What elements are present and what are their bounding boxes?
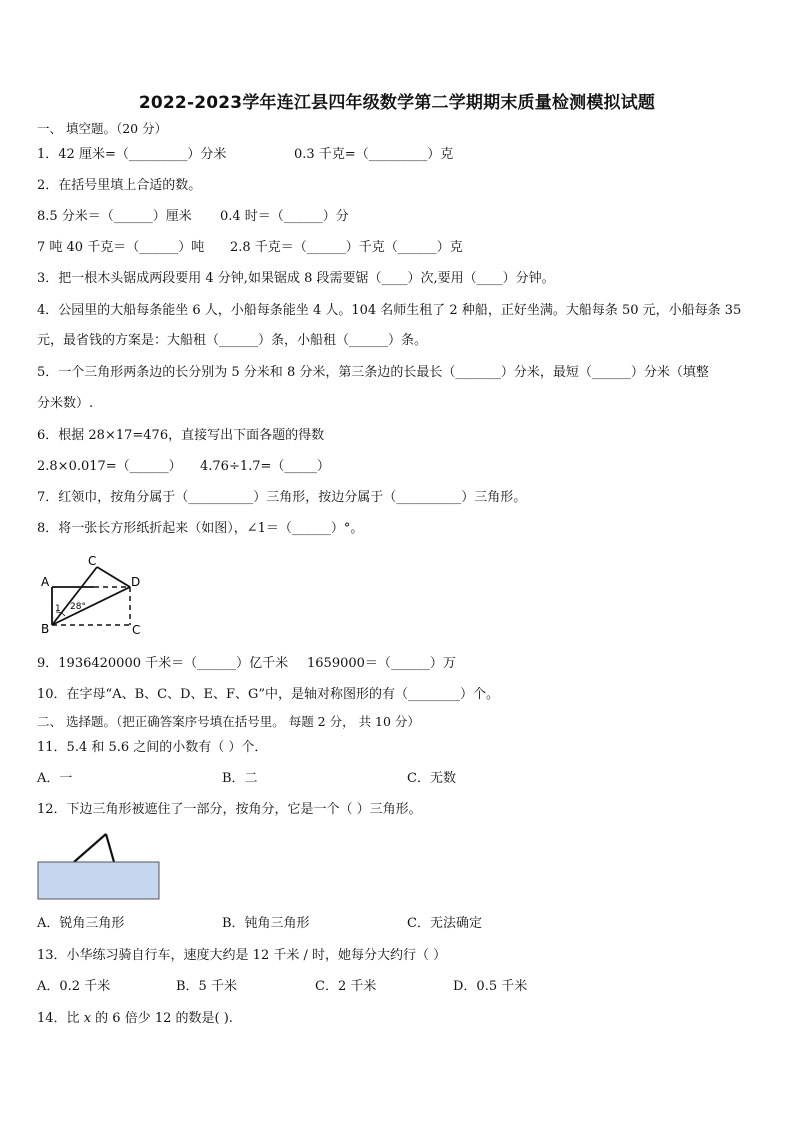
question-13-option-b: B．5 千米	[176, 979, 237, 994]
question-1-part-a: 1．42 厘米=（_________）分米	[37, 147, 227, 162]
question-14-prefix: 14．比	[37, 1011, 84, 1026]
question-13-option-a: A．0.2 千米	[37, 979, 111, 994]
page-title: 2022-2023学年连江县四年级数学第二学期期末质量检测模拟试题	[138, 93, 656, 113]
covered-triangle-figure	[36, 830, 162, 902]
question-6: 6．根据 28×17=476，直接写出下面各题的得数	[37, 428, 325, 443]
question-13: 13．小华练习骑自行车，速度大约是 12 千米 / 时，她每分大约行（ ）	[37, 948, 447, 963]
question-6-a: 2.8×0.017=（______）	[37, 459, 182, 474]
question-14-suffix: 的 6 倍少 12 的数是( ).	[91, 1011, 233, 1026]
question-5-line-2: 分米数）.	[37, 396, 94, 411]
label-c-top: C	[88, 554, 97, 568]
question-11-option-c: C．无数	[407, 771, 456, 786]
question-11-option-a: A．一	[37, 771, 73, 786]
question-4-line-1: 4．公园里的大船每条能坐 6 人，小船每条能坐 4 人。104 名师生租了 2 种船，正好坐满。大船每条 50 元，小船每条 35	[37, 303, 742, 318]
question-13-option-c: C．2 千米	[315, 979, 377, 994]
question-5-line-1: 5．一个三角形两条边的长分别为 5 分米和 8 分米，第三条边的长最长（_______）分米，最短（______）分米（填整	[37, 365, 709, 380]
question-12-option-c: C．无法确定	[407, 916, 482, 931]
label-d: D	[131, 575, 141, 589]
section-2-heading: 二、 选择题。（把正确答案序号填在括号里。 每题 2 分， 共 10 分）	[37, 714, 420, 729]
question-11: 11．5.4 和 5.6 之间的小数有（ ）个．	[37, 740, 268, 755]
question-2-line-2-a: 7 吨 40 千克＝（______）吨	[37, 240, 205, 255]
question-2-line-2-b: 2.8 千克＝（______）千克（______）克	[230, 240, 463, 255]
label-b: B	[41, 622, 50, 636]
question-8: 8．将一张长方形纸折起来（如图），∠1＝（______）°。	[37, 521, 364, 536]
question-14	[37, 1011, 233, 1027]
section-1-heading: 一、 填空题。（20 分）	[37, 121, 168, 136]
question-1-part-b: 0.3 千克=（_________）克	[294, 147, 454, 162]
question-12: 12．下边三角形被遮住了一部分，按角分，它是一个（ ）三角形。	[37, 802, 422, 817]
question-11-option-b: B．二	[222, 771, 258, 786]
label-a: A	[41, 575, 50, 589]
cover-rectangle	[38, 862, 159, 899]
question-13-option-d: D．0.5 千米	[453, 979, 528, 994]
folded-rectangle-figure	[34, 550, 154, 640]
question-9-a: 9．1936420000 千米＝（______）亿千米	[37, 656, 289, 671]
question-2: 2．在括号里填上合适的数。	[37, 178, 202, 193]
question-12-option-b: B．钝角三角形	[222, 916, 310, 931]
question-2-line-1-b: 0.4 时＝（______）分	[220, 209, 349, 224]
question-7: 7．红领巾，按角分属于（__________）三角形，按边分属于（__________）三角形。	[37, 490, 527, 505]
question-10: 10．在字母“A、B、C、D、E、F、G”中，是轴对称图形的有（________）个。	[37, 687, 500, 702]
question-4-line-2: 元，最省钱的方案是：大船租（______）条，小船租（______）条。	[37, 333, 428, 348]
question-2-line-1-a: 8.5 分米＝（______）厘米	[37, 209, 192, 224]
question-6-b: 4.76÷1.7=（_____）	[200, 459, 330, 474]
label-angle-1: 1	[55, 604, 61, 614]
label-angle-28: 28°	[70, 602, 86, 612]
question-14-variable: x	[83, 1011, 92, 1026]
label-c-bottom: C	[132, 623, 141, 637]
question-12-option-a: A．锐角三角形	[37, 916, 125, 931]
question-3: 3．把一根木头锯成两段要用 4 分钟,如果锯成 8 段需要锯（____）次,要用（____）分钟。	[37, 271, 555, 286]
question-9-b: 1659000＝（______）万	[307, 656, 456, 671]
